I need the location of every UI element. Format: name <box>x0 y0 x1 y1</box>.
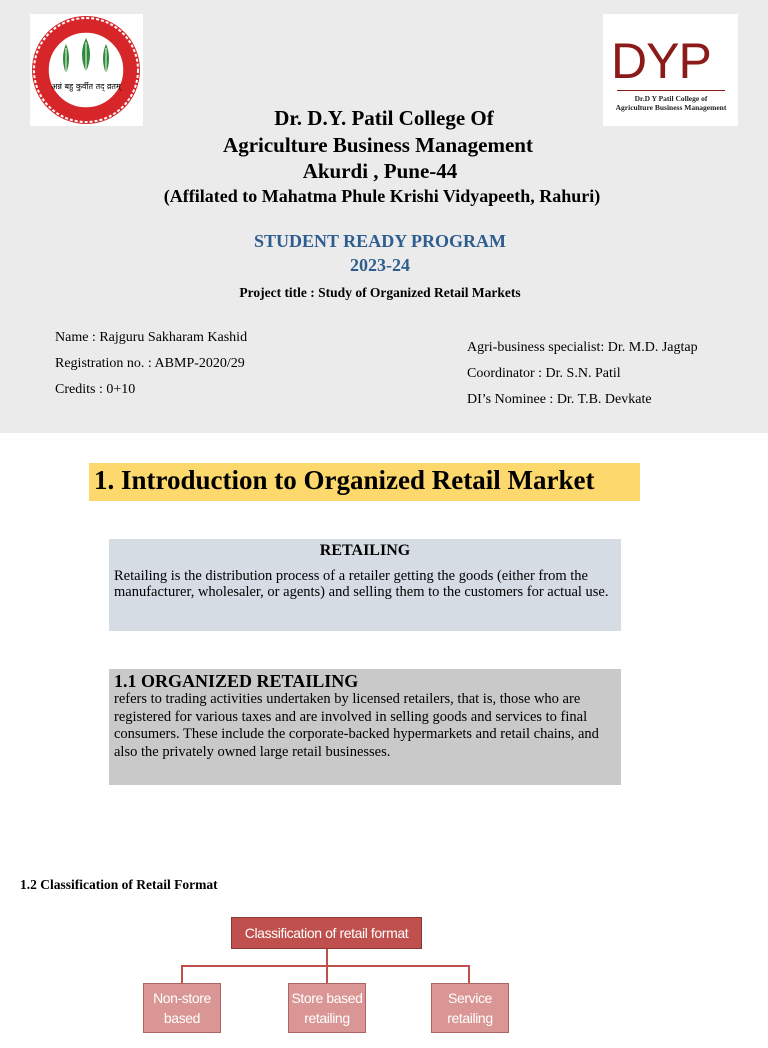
diagram-node-store-based <box>288 983 366 1033</box>
student-registration: Registration no. : ABMP-2020/29 <box>55 356 245 371</box>
connector-middle-drop <box>326 965 328 983</box>
college-name-line1: Dr. D.Y. Patil College Of <box>274 106 494 130</box>
diagram-node-label: Non-store based retailing <box>153 990 211 1046</box>
organized-retailing-definition: refers to trading activities undertaken by licensed retailers, that is, those who are registered for various taxes and are involved in selling goods and services to final consumers. These include the corporate-backed hypermarkets and retail chains, and also the privately owned large retail businesses. <box>114 691 599 760</box>
dyp-mark: DYP <box>611 33 711 89</box>
student-info <box>55 325 247 403</box>
agri-specialist: Agri-business specialist: Dr. M.D. Jagtap <box>467 340 698 355</box>
diagram-node-label: Store based retailing <box>291 990 363 1026</box>
diagram-root-label: Classification of retail format <box>244 925 409 941</box>
diagram-root-node <box>231 917 422 949</box>
diagram-node-non-store <box>143 983 221 1046</box>
organized-retailing-title: 1.1 ORGANIZED RETAILING <box>114 671 359 691</box>
organized-retailing-box <box>109 669 621 785</box>
dyp-subtitle-line2: Agriculture Business Management <box>615 103 727 112</box>
classification-subheading: 1.2 Classification of Retail Format <box>20 877 218 892</box>
di-nominee: DI’s Nominee : Dr. T.B. Devkate <box>467 392 652 407</box>
diagram-node-label: Service retailing <box>447 990 493 1026</box>
coordinator: Coordinator : Dr. S.N. Patil <box>467 366 621 381</box>
retailing-definition: Retailing is the distribution process of a retailer getting the goods (either from the manufacturer, wholesaler, or agents) and selling them to the customers for actual use. <box>114 568 609 600</box>
dyp-subtitle-line1: Dr.D Y Patil College of <box>634 94 708 103</box>
diagram-node-service <box>431 983 509 1033</box>
retailing-box <box>109 539 621 631</box>
mpkv-motto: अन्नं बहु कुर्वीत तद् व्रतम् <box>51 82 121 91</box>
college-name-line2: Agriculture Business Management <box>223 133 533 157</box>
dyp-divider <box>617 90 725 91</box>
program-year: 2023-24 <box>350 255 410 275</box>
retailing-title: RETAILING <box>319 542 411 559</box>
student-name: Name : Rajguru Sakharam Kashid <box>55 330 248 345</box>
connector-left-drop <box>181 965 183 983</box>
program-title: STUDENT READY PROGRAM <box>253 231 507 251</box>
affiliation: (Affilated to Mahatma Phule Krishi Vidyapeeth, Rahuri) <box>163 186 601 206</box>
student-credits: Credits : 0+10 <box>55 382 136 397</box>
staff-info <box>467 335 698 413</box>
section-heading-introduction: 1. Introduction to Organized Retail Market <box>89 463 640 501</box>
connector-root-stem <box>326 949 328 966</box>
project-title: Project title : Study of Organized Retail Markets <box>239 285 521 300</box>
connector-right-drop <box>468 965 470 983</box>
college-address: Akurdi , Pune-44 <box>302 159 458 183</box>
